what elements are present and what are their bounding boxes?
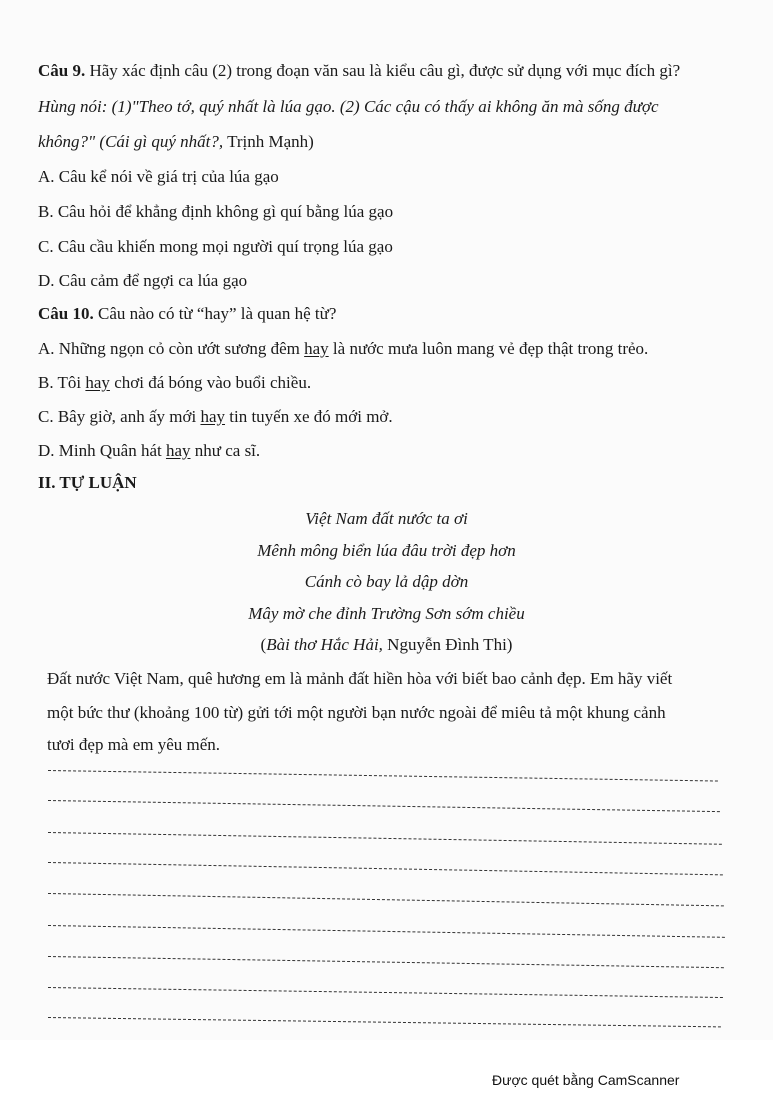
q10-option-d xyxy=(38,440,260,462)
q10-number: Câu 10. xyxy=(38,304,94,323)
answer-line xyxy=(48,925,725,938)
q9-passage-line-2 xyxy=(38,131,314,153)
q10-option-a xyxy=(38,338,648,360)
q9-option-c: C. Câu cầu khiến mong mọi người quí trọng lúa gạo xyxy=(38,237,393,256)
poem-line-1: Việt Nam đất nước ta ơi xyxy=(305,509,468,528)
q9-question-text: Hãy xác định câu (2) trong đoạn văn sau là kiểu câu gì, được sử dụng với mục đích gì? xyxy=(85,61,681,80)
q9-option-a: A. Câu kể nói về giá trị của lúa gạo xyxy=(38,167,279,186)
q10-option-d-word: hay xyxy=(165,441,191,460)
q10-option-c-after: tin tuyến xe đó mới mở. xyxy=(225,407,393,426)
camscanner-watermark: Được quét bằng CamScanner xyxy=(492,1072,680,1088)
q10-option-c xyxy=(38,406,393,428)
q9-option-b: B. Câu hỏi để khẳng định không gì quí bằng lúa gạo xyxy=(38,202,394,221)
q10-option-a-word: hay xyxy=(304,339,329,358)
poem-line-3: Cánh cò bay lả dập dờn xyxy=(304,572,469,591)
answer-line xyxy=(48,956,724,968)
answer-line xyxy=(48,800,720,812)
q9-question xyxy=(38,60,680,82)
prompt-line-1: Đất nước Việt Nam, quê hương em là mảnh đất hiền hòa với biết bao cảnh đẹp. Em hãy viết xyxy=(47,669,673,688)
q9-passage-author: Trịnh Mạnh) xyxy=(223,132,314,151)
poem-source-author: Nguyễn Đình Thi) xyxy=(382,635,513,654)
prompt-line-3: tươi đẹp mà em yêu mến. xyxy=(47,735,221,754)
prompt-line-2: một bức thư (khoảng 100 từ) gửi tới một người bạn nước ngoài để miêu tả một khung cảnh xyxy=(47,703,666,722)
q10-option-b-before: B. Tôi xyxy=(38,373,86,392)
answer-line xyxy=(48,987,723,998)
answer-line xyxy=(48,832,722,845)
poem-source xyxy=(0,634,773,656)
section-heading: II. TỰ LUẬN xyxy=(38,473,137,492)
answer-line xyxy=(48,862,723,875)
q10-option-b-word: hay xyxy=(85,373,110,392)
poem-source-open: ( xyxy=(260,635,267,654)
answer-line xyxy=(48,893,724,906)
q9-option-d: D. Câu cảm để ngợi ca lúa gạo xyxy=(38,271,248,290)
q10-option-b-after: chơi đá bóng vào buổi chiều. xyxy=(109,373,312,392)
q10-option-a-before: A. Những ngọn cỏ còn ướt sương đêm xyxy=(38,339,305,358)
answer-line xyxy=(48,1017,721,1027)
poem-line-2: Mênh mông biển lúa đâu trời đẹp hơn xyxy=(257,541,516,560)
poem-source-title: Bài thơ Hắc Hải, xyxy=(266,635,383,654)
q10-option-c-word: hay xyxy=(200,407,226,426)
q10-option-b xyxy=(38,372,311,394)
q9-passage-italic: không?" (Cái gì quý nhất?, xyxy=(38,132,224,151)
q9-number: Câu 9. xyxy=(38,61,86,80)
q10-option-a-after: là nước mưa luôn mang vẻ đẹp thật trong trẻo. xyxy=(328,339,649,358)
q10-option-d-after: như ca sĩ. xyxy=(190,441,261,460)
q10-option-c-before: C. Bây giờ, anh ấy mới xyxy=(38,407,201,426)
q10-option-d-before: D. Minh Quân hát xyxy=(38,441,166,460)
q10-question xyxy=(38,303,336,325)
q9-passage-line-1: Hùng nói: (1)"Theo tớ, quý nhất là lúa gạo. (2) Các cậu có thấy ai không ăn mà sống được xyxy=(38,97,659,116)
poem-line-4: Mây mờ che đỉnh Trường Sơn sớm chiều xyxy=(248,604,525,623)
answer-line xyxy=(48,770,718,782)
q10-question-text: Câu nào có từ “hay” là quan hệ từ? xyxy=(93,304,337,323)
